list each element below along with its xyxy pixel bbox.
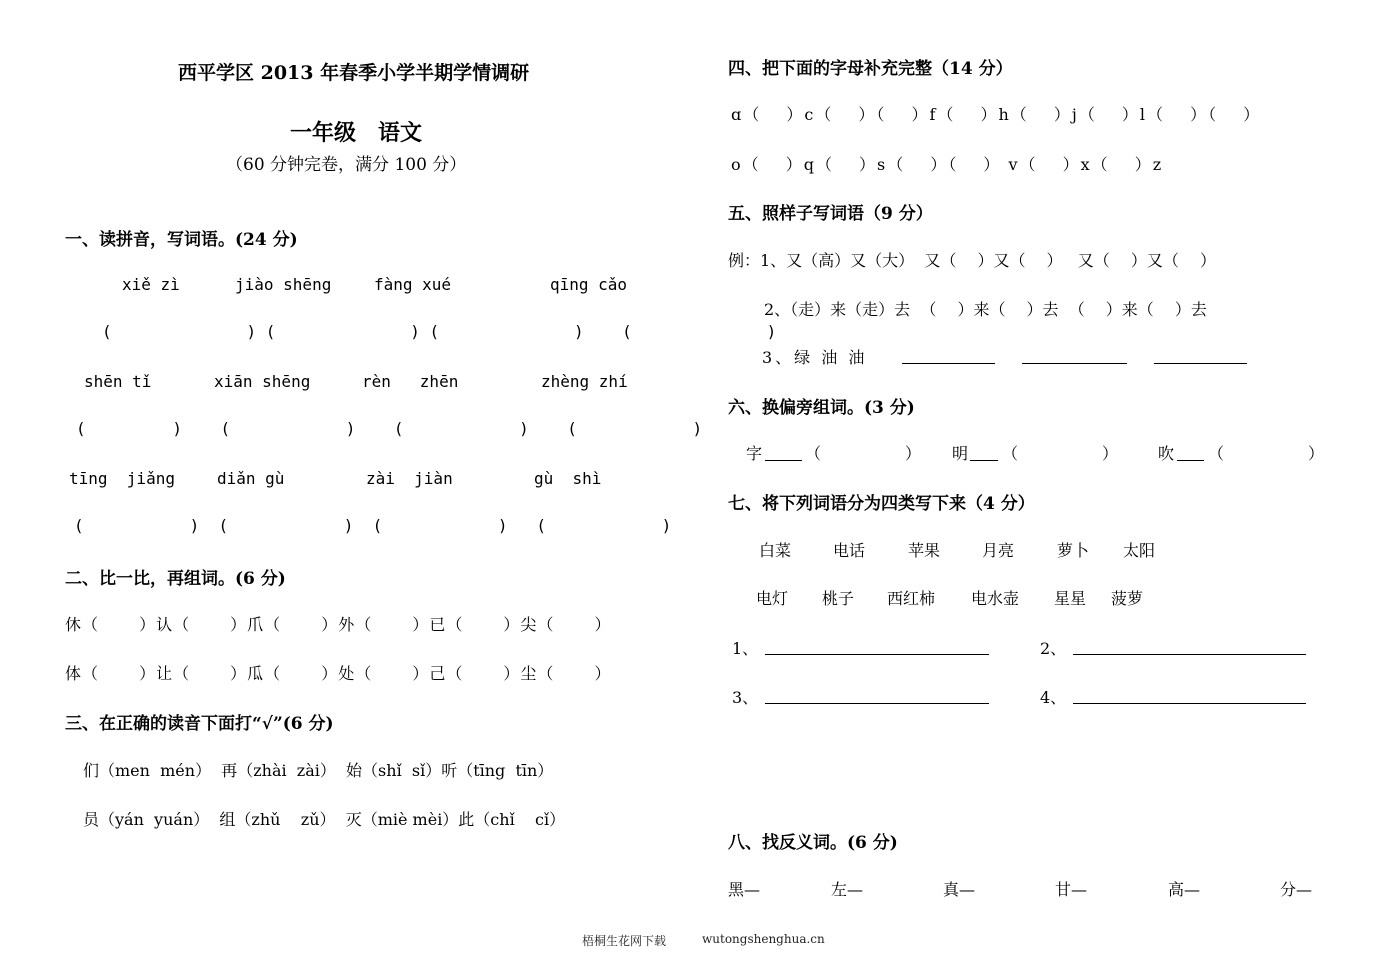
radical-blank[interactable]: [765, 460, 802, 461]
pinyin: zài jiàn: [366, 469, 453, 488]
category-line[interactable]: [1073, 654, 1306, 655]
word: 萝卜: [1057, 541, 1090, 560]
pinyin: tīng jiǎng: [69, 469, 175, 488]
category-line[interactable]: [765, 654, 989, 655]
pattern-row-1[interactable]: 例：1、又（高）又（大） 又（ ）又（ ） 又（ ）又（ ）: [728, 251, 1216, 270]
exam-note: （60 分钟完卷，满分 100 分）: [226, 155, 467, 175]
antonym-item[interactable]: 高—: [1168, 880, 1201, 899]
radical-paren[interactable]: （ ）: [1208, 444, 1329, 463]
pinyin: qīng cǎo: [550, 275, 628, 294]
pinyin: xiān shēng: [214, 372, 311, 391]
section8-heading: 八、找反义词。(6 分): [728, 833, 898, 853]
pinyin: xiě zì: [122, 275, 180, 294]
radical-paren[interactable]: （ ）: [805, 444, 926, 463]
word: 电灯: [756, 589, 789, 608]
section5-heading: 五、照样子写词语（9 分）: [728, 204, 933, 224]
pronunciation-row-1[interactable]: 们（men mén） 再（zhài zài） 始（shǐ sǐ）听（tīng tīn）: [83, 761, 554, 780]
radical-char: 吹: [1158, 444, 1175, 463]
category-label: 4、: [1040, 688, 1067, 707]
radical-blank[interactable]: [970, 460, 998, 461]
exam-subject: 一年级 语文: [290, 120, 423, 146]
alphabet-row-1[interactable]: ɑ（ ）c（ ）（ ）f（ ）h（ ）j（ ）l（ ）（ ）: [731, 105, 1262, 124]
word: 菠萝: [1111, 589, 1144, 608]
footer-site-url[interactable]: wutongshenghua.cn: [702, 932, 825, 946]
word: 西红柿: [887, 589, 936, 608]
alphabet-row-2[interactable]: o（ ）q（ ）s（ ）（ ） v（ ）x（ ）z: [731, 155, 1164, 174]
category-line[interactable]: [1073, 703, 1306, 704]
radical-paren[interactable]: （ ）: [1002, 444, 1123, 463]
category-label: 2、: [1040, 639, 1067, 658]
answer-blanks[interactable]: ( ) ( ) ( ) ( ): [102, 322, 777, 341]
word: 电水壶: [971, 589, 1020, 608]
word: 太阳: [1123, 541, 1156, 560]
word: 电话: [833, 541, 866, 560]
answer-blanks[interactable]: ( ) ( ) ( ) ( ): [74, 516, 672, 535]
radical-char: 字: [746, 444, 763, 463]
pinyin: rèn zhēn: [362, 372, 459, 391]
compare-row-2[interactable]: 体（ ）让（ ）瓜（ ）处（ ）己（ ）尘（ ）: [65, 664, 612, 683]
answer-line[interactable]: [1022, 363, 1127, 364]
exam-title: 西平学区 2013 年春季小学半期学情调研: [178, 62, 530, 84]
radical-blank[interactable]: [1177, 460, 1204, 461]
footer-site-name: 梧桐生花网下载: [582, 934, 667, 948]
pinyin: fàng xué: [374, 275, 452, 294]
pronunciation-row-2[interactable]: 员（yán yuán） 组（zhǔ zǔ） 灭（miè mèi）此（chǐ cǐ）: [83, 810, 566, 829]
pattern-row-3: 3、绿 油 油: [762, 348, 868, 367]
section7-heading: 七、将下列词语分为四类写下来（4 分）: [728, 494, 1035, 514]
word: 白菜: [759, 541, 792, 560]
antonym-item[interactable]: 分—: [1280, 880, 1313, 899]
word: 桃子: [822, 589, 855, 608]
compare-row-1[interactable]: 休（ ）认（ ）爪（ ）外（ ）已（ ）尖（ ）: [65, 615, 612, 634]
pinyin: zhèng zhí: [541, 372, 628, 391]
section3-heading: 三、在正确的读音下面打“√”(6 分): [65, 714, 334, 734]
word: 月亮: [982, 541, 1015, 560]
section1-heading: 一、读拼音，写词语。(24 分): [65, 230, 298, 250]
pinyin: shēn tǐ: [84, 372, 152, 391]
antonym-item[interactable]: 真—: [943, 880, 976, 899]
category-label: 3、: [732, 688, 759, 707]
section6-heading: 六、换偏旁组词。(3 分): [728, 398, 915, 418]
category-line[interactable]: [765, 703, 989, 704]
answer-blanks[interactable]: ( ) ( ) ( ) ( ): [76, 419, 703, 438]
antonym-item[interactable]: 黑—: [728, 880, 761, 899]
word: 星星: [1054, 589, 1087, 608]
antonym-item[interactable]: 左—: [831, 880, 864, 899]
pattern-row-2[interactable]: 2、（走）来（走）去 （ ）来（ ）去 （ ）来（ ）去: [764, 300, 1207, 319]
section4-heading: 四、把下面的字母补充完整（14 分）: [728, 59, 1013, 79]
section2-heading: 二、比一比，再组词。(6 分): [65, 569, 286, 589]
antonym-item[interactable]: 甘—: [1055, 880, 1088, 899]
category-label: 1、: [732, 639, 759, 658]
word: 苹果: [908, 541, 941, 560]
answer-line[interactable]: [902, 363, 995, 364]
pinyin: diǎn gù: [217, 469, 285, 488]
answer-line[interactable]: [1154, 363, 1247, 364]
radical-char: 明: [952, 444, 969, 463]
pinyin: jiào shēng: [235, 275, 332, 294]
pinyin: gù shì: [534, 469, 602, 488]
